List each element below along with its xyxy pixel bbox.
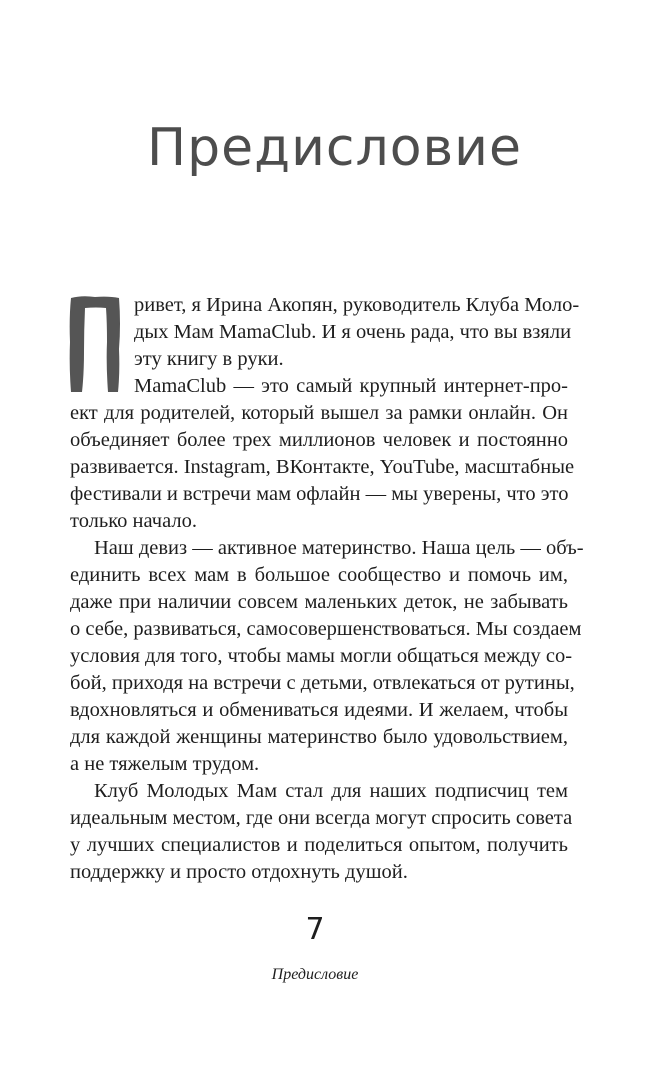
text-line: ривет, я Ирина Акопян, руководитель Клуба Моло-	[134, 294, 580, 316]
chapter-title: Предисловие	[147, 118, 522, 178]
paragraph-mamaclub	[70, 373, 575, 535]
text-line: идеальным местом, где они всегда могут спросить совета	[70, 807, 573, 829]
paragraph-intro	[70, 292, 580, 373]
text-line: MamaClub — это самый крупный интернет-про-	[134, 375, 568, 397]
text-line: эту книгу в руки.	[134, 348, 284, 370]
text-line: условия для того, чтобы мамы могли общаться между со-	[70, 645, 573, 667]
text-line: Клуб Молодых Мам стал для наших подписчиц тем	[94, 780, 568, 802]
paragraph-club	[70, 778, 573, 886]
text-line: единить всех мам в большое сообщество и помочь им,	[70, 564, 568, 586]
page-number: 7	[305, 912, 325, 947]
paragraph-motto	[70, 535, 584, 778]
running-footer: Предисловие	[271, 966, 359, 983]
text-line: у лучших специалистов и поделиться опытом, получить	[70, 834, 568, 856]
body-text	[70, 292, 584, 886]
text-line: бой, приходя на встречи с детьми, отвлекаться от рутины,	[70, 672, 575, 694]
text-line: для каждой женщины материнство было удовольствием,	[70, 726, 568, 748]
text-line: развивается. Instagram, ВКонтакте, YouTube, масштабные	[70, 456, 575, 478]
text-line: вдохновляться и обмениваться идеями. И желаем, чтобы	[70, 699, 568, 721]
text-line: дых Мам MamaClub. И я очень рада, что вы взяли	[134, 321, 572, 343]
text-line: Наш девиз — активное материнство. Наша цель — объ-	[94, 537, 584, 559]
text-line: поддержку и просто отдохнуть душой.	[70, 861, 408, 883]
text-line: ект для родителей, который вышел за рамки онлайн. Он	[70, 402, 568, 424]
text-line: о себе, развиваться, самосовершенствоваться. Мы создаем	[70, 618, 582, 640]
text-line: а не тяжелым трудом.	[70, 753, 260, 775]
text-line: только начало.	[70, 510, 197, 532]
text-line: даже при наличии совсем маленьких деток, не забывать	[70, 591, 568, 613]
text-line: объединяет более трех миллионов человек и постоянно	[70, 429, 568, 451]
text-line: фестивали и встречи мам офлайн — мы уверены, что это	[70, 483, 569, 505]
